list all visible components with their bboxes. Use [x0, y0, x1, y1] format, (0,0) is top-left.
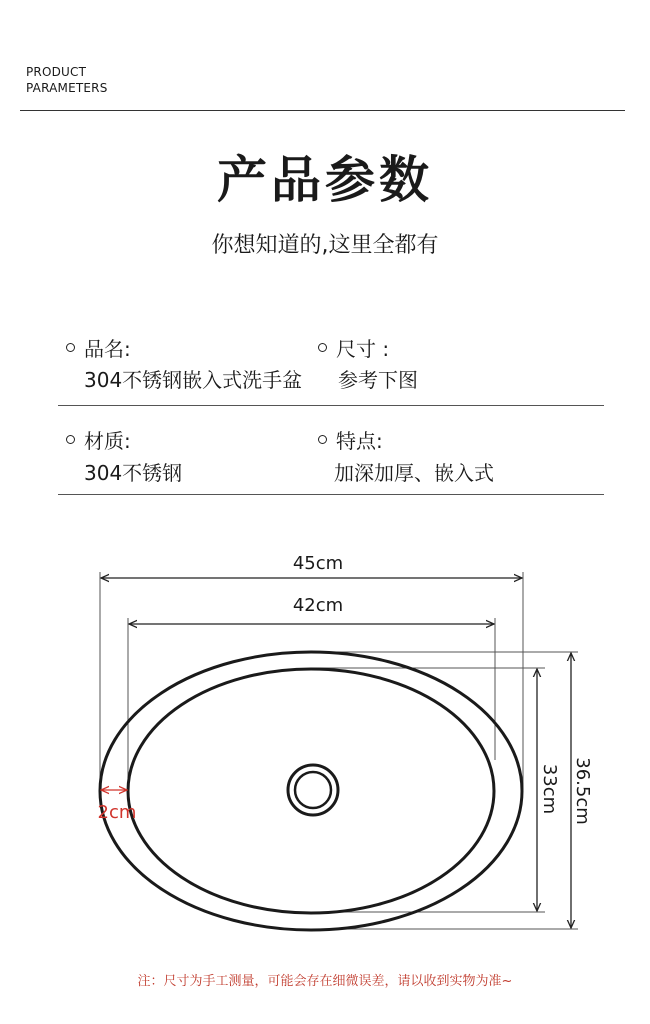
spec-material-value: 304不锈钢 [84, 461, 183, 485]
spec-size-value: 参考下图 [338, 368, 418, 392]
bullet-circle-icon [66, 435, 75, 444]
drain-inner-icon [295, 772, 331, 808]
bullet-circle-icon [66, 343, 75, 352]
sink-dimension-diagram [0, 530, 650, 950]
outer-width-label: 45cm [292, 553, 344, 574]
spec-name-label: 品名: [66, 333, 131, 362]
bullet-circle-icon [318, 435, 327, 444]
inner-width-label: 42cm [292, 595, 344, 616]
spec-divider [58, 405, 604, 406]
spec-feature-value: 加深加厚、嵌入式 [334, 461, 494, 485]
spec-divider [58, 494, 604, 495]
eyebrow-label: PRODUCT PARAMETERS [26, 65, 108, 95]
basin-inner-bowl [128, 669, 494, 913]
spec-material-label: 材质: [66, 425, 131, 454]
spec-name-value: 304不锈钢嵌入式洗手盆 [84, 368, 303, 392]
basin-outer-rim [97, 652, 522, 930]
top-divider [20, 110, 625, 111]
inner-height-label: 33cm [539, 763, 560, 815]
measurement-note: 注：尺寸为手工测量，可能会存在细微误差，请以收到实物为准~ [137, 974, 513, 989]
spec-size-label: 尺寸 : [318, 333, 389, 362]
rim-label: 2cm [97, 802, 137, 823]
page-subtitle: 你想知道的,这里全都有 [211, 233, 439, 258]
outer-height-label: 36.5cm [572, 757, 593, 825]
spec-feature-label: 特点: [318, 425, 383, 454]
bullet-circle-icon [318, 343, 327, 352]
page-title: 产品参数 [217, 151, 433, 209]
